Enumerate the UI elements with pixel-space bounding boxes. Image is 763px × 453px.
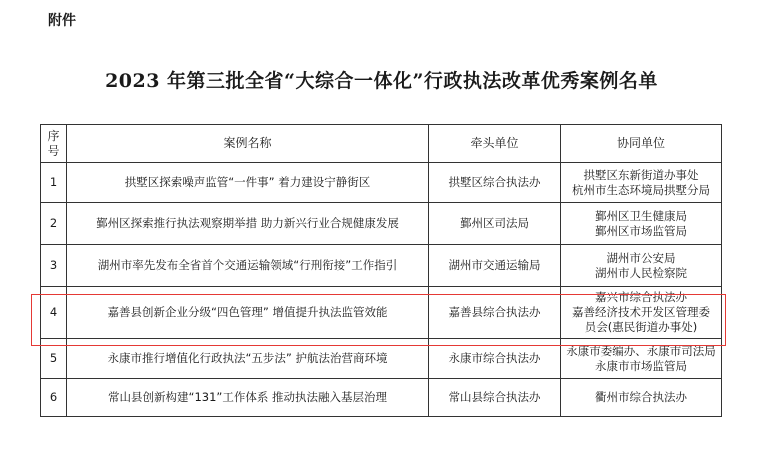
coop-line: 鄞州区卫生健康局 xyxy=(595,208,687,223)
case-table xyxy=(40,124,722,417)
coop-line: 拱墅区东新街道办事处 xyxy=(583,167,699,182)
coop-line: 鄞州区市场监管局 xyxy=(595,223,687,238)
row-lead-unit: 嘉善县综合执法办 xyxy=(429,287,561,339)
coop-line: 杭州市生态环境局拱墅分局 xyxy=(572,182,710,197)
row-coop-unit xyxy=(561,245,722,287)
row-seq: 5 xyxy=(41,339,67,379)
row-lead-unit: 常山县综合执法办 xyxy=(429,379,561,417)
header-coop-unit: 协同单位 xyxy=(561,125,722,163)
page-title: 2023 年第三批全省“大综合一体化”行政执法改革优秀案例名单 xyxy=(105,70,658,92)
row-coop-unit xyxy=(561,287,722,339)
header-lead-unit: 牵头单位 xyxy=(429,125,561,163)
row-case-name: 鄞州区探索推行执法观察期举措 助力新兴行业合规健康发展 xyxy=(67,203,429,245)
coop-line: 湖州市人民检察院 xyxy=(595,265,687,280)
row-case-name: 嘉善县创新企业分级“四色管理” 增值提升执法监管效能 xyxy=(67,287,429,339)
table-header-row xyxy=(41,125,722,163)
attachment-label: 附件 xyxy=(48,13,76,29)
row-case-name: 常山县创新构建“131”工作体系 推动执法融入基层治理 xyxy=(67,379,429,417)
table-row xyxy=(41,203,722,245)
header-seq-line2: 号 xyxy=(47,143,60,158)
row-lead-unit: 永康市综合执法办 xyxy=(429,339,561,379)
row-seq: 1 xyxy=(41,163,67,203)
table-row xyxy=(41,287,722,339)
header-seq xyxy=(41,125,67,163)
row-lead-unit: 拱墅区综合执法办 xyxy=(429,163,561,203)
row-seq: 6 xyxy=(41,379,67,417)
row-case-name: 湖州市率先发布全省首个交通运输领域“行刑衔接”工作指引 xyxy=(67,245,429,287)
row-seq: 4 xyxy=(41,287,67,339)
coop-line: 永康市委编办、永康市司法局 xyxy=(566,343,716,358)
row-coop-unit xyxy=(561,379,722,417)
coop-line: 嘉兴市综合执法办 xyxy=(595,290,687,304)
coop-line: 员会(惠民街道办事处) xyxy=(584,320,698,334)
table-row xyxy=(41,245,722,287)
header-seq-line1: 序 xyxy=(47,128,60,143)
header-case-name: 案例名称 xyxy=(67,125,429,163)
row-case-name: 永康市推行增值化行政执法“五步法” 护航法治营商环境 xyxy=(67,339,429,379)
row-lead-unit: 湖州市交通运输局 xyxy=(429,245,561,287)
row-case-name: 拱墅区探索噪声监管“一件事” 着力建设宁静街区 xyxy=(67,163,429,203)
table-row xyxy=(41,339,722,379)
row-coop-unit xyxy=(561,339,722,379)
row-lead-unit: 鄞州区司法局 xyxy=(429,203,561,245)
table-row xyxy=(41,163,722,203)
coop-line: 衢州市综合执法办 xyxy=(595,390,687,404)
row-seq: 3 xyxy=(41,245,67,287)
row-coop-unit xyxy=(561,163,722,203)
coop-line: 永康市市场监管局 xyxy=(595,358,687,373)
table-row xyxy=(41,379,722,417)
row-coop-unit xyxy=(561,203,722,245)
coop-line: 湖州市公安局 xyxy=(606,250,676,265)
coop-line: 嘉善经济技术开发区管理委 xyxy=(572,305,710,319)
row-seq: 2 xyxy=(41,203,67,245)
